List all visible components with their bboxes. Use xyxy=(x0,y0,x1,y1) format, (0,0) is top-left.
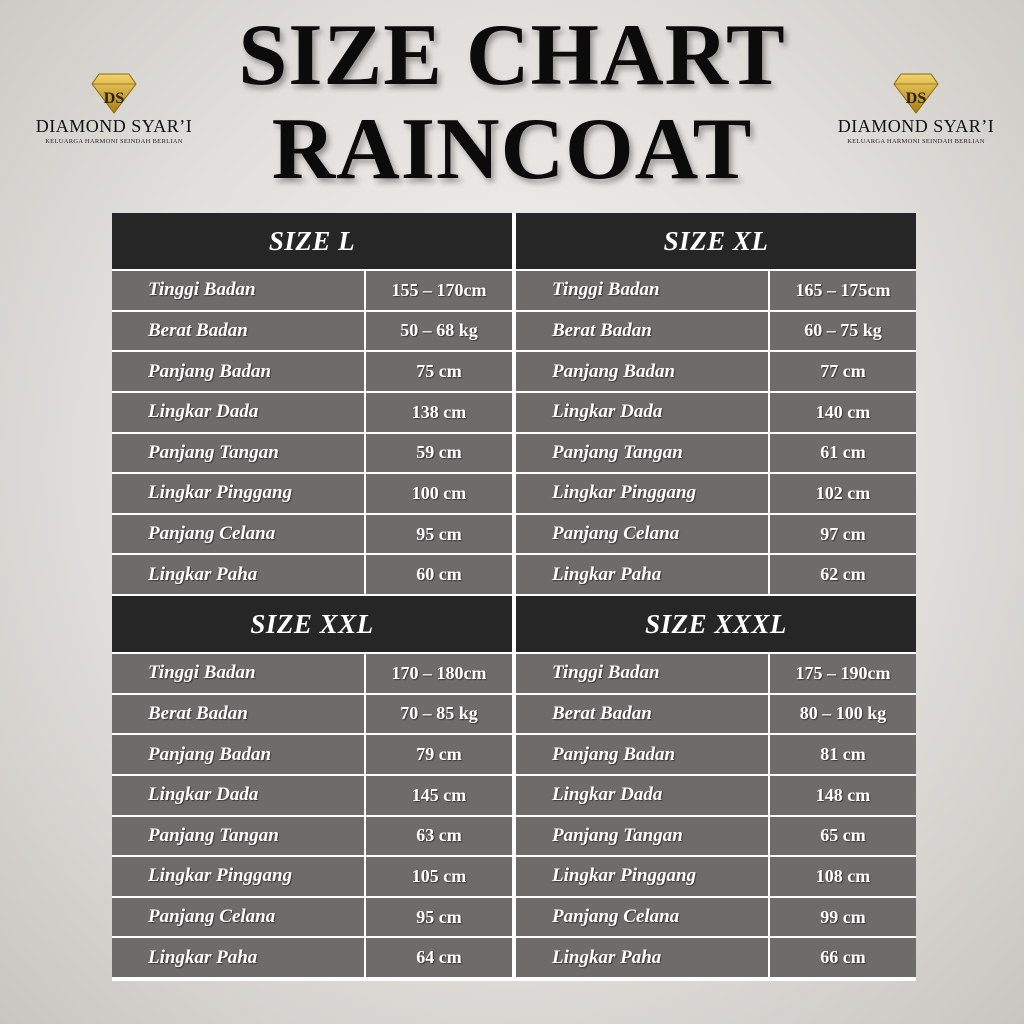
measurement-label: Tinggi Badan xyxy=(516,654,768,693)
page-title-line-2: RAINCOAT xyxy=(271,101,753,198)
table-row xyxy=(516,938,916,977)
table-row xyxy=(112,474,512,513)
table-row xyxy=(112,271,512,310)
table-row xyxy=(112,352,512,391)
size-panel-title: SIZE XXL xyxy=(112,596,512,652)
measurement-value: 66 cm xyxy=(770,938,916,977)
measurement-label: Panjang Badan xyxy=(112,352,364,391)
brand-logo-left xyxy=(24,70,204,145)
measurement-label: Lingkar Pinggang xyxy=(516,857,768,896)
measurement-value: 165 – 175cm xyxy=(770,271,916,310)
measurement-label: Lingkar Dada xyxy=(112,393,364,432)
measurement-label: Lingkar Paha xyxy=(516,555,768,594)
measurement-value: 138 cm xyxy=(366,393,512,432)
table-row xyxy=(516,898,916,937)
measurement-label: Lingkar Pinggang xyxy=(516,474,768,513)
measurement-value: 80 – 100 kg xyxy=(770,695,916,734)
measurement-label: Lingkar Dada xyxy=(516,776,768,815)
size-rows xyxy=(112,271,512,594)
measurement-value: 105 cm xyxy=(366,857,512,896)
table-row xyxy=(516,654,916,693)
size-panel xyxy=(112,596,512,977)
table-row xyxy=(112,555,512,594)
measurement-label: Panjang Badan xyxy=(516,352,768,391)
measurement-value: 95 cm xyxy=(366,898,512,937)
measurement-value: 95 cm xyxy=(366,515,512,554)
measurement-value: 170 – 180cm xyxy=(366,654,512,693)
measurement-value: 100 cm xyxy=(366,474,512,513)
measurement-value: 97 cm xyxy=(770,515,916,554)
table-row xyxy=(516,817,916,856)
size-chart-grid xyxy=(112,213,916,981)
size-panel xyxy=(112,213,512,594)
table-row xyxy=(516,695,916,734)
monogram-text: DS xyxy=(905,90,927,107)
measurement-value: 61 cm xyxy=(770,434,916,473)
table-row xyxy=(516,776,916,815)
brand-name: DIAMOND SYAR’I xyxy=(837,116,995,136)
measurement-value: 63 cm xyxy=(366,817,512,856)
measurement-value: 99 cm xyxy=(770,898,916,937)
table-row xyxy=(516,515,916,554)
measurement-value: 81 cm xyxy=(770,735,916,774)
measurement-label: Panjang Tangan xyxy=(516,817,768,856)
page-title-line-1: SIZE CHART xyxy=(238,7,786,104)
table-row xyxy=(516,555,916,594)
brand-name: DIAMOND SYAR’I xyxy=(35,116,193,136)
measurement-value: 102 cm xyxy=(770,474,916,513)
measurement-label: Tinggi Badan xyxy=(112,654,364,693)
measurement-label: Panjang Celana xyxy=(516,898,768,937)
brand-logo-right xyxy=(826,70,1006,145)
size-panel-title: SIZE L xyxy=(112,213,512,269)
size-panel xyxy=(516,213,916,594)
measurement-value: 70 – 85 kg xyxy=(366,695,512,734)
table-row xyxy=(112,776,512,815)
table-row xyxy=(112,857,512,896)
table-row xyxy=(112,735,512,774)
measurement-label: Lingkar Paha xyxy=(516,938,768,977)
diamond-icon xyxy=(91,70,137,114)
measurement-label: Tinggi Badan xyxy=(112,271,364,310)
table-row xyxy=(112,393,512,432)
measurement-label: Berat Badan xyxy=(112,312,364,351)
measurement-value: 60 cm xyxy=(366,555,512,594)
table-row xyxy=(112,695,512,734)
measurement-value: 145 cm xyxy=(366,776,512,815)
table-row xyxy=(516,352,916,391)
size-panel-title: SIZE XL xyxy=(516,213,916,269)
diamond-icon xyxy=(893,70,939,114)
table-row xyxy=(112,654,512,693)
table-row xyxy=(112,312,512,351)
table-row xyxy=(516,474,916,513)
measurement-value: 77 cm xyxy=(770,352,916,391)
measurement-label: Lingkar Pinggang xyxy=(112,474,364,513)
size-panel xyxy=(516,596,916,977)
table-row xyxy=(516,857,916,896)
measurement-label: Berat Badan xyxy=(112,695,364,734)
measurement-value: 140 cm xyxy=(770,393,916,432)
measurement-value: 155 – 170cm xyxy=(366,271,512,310)
size-panel-title: SIZE XXXL xyxy=(516,596,916,652)
measurement-label: Panjang Celana xyxy=(516,515,768,554)
measurement-label: Lingkar Pinggang xyxy=(112,857,364,896)
measurement-label: Panjang Badan xyxy=(112,735,364,774)
measurement-value: 75 cm xyxy=(366,352,512,391)
measurement-value: 108 cm xyxy=(770,857,916,896)
table-row xyxy=(112,898,512,937)
measurement-value: 148 cm xyxy=(770,776,916,815)
measurement-label: Panjang Tangan xyxy=(112,817,364,856)
table-row xyxy=(112,817,512,856)
measurement-label: Lingkar Paha xyxy=(112,938,364,977)
measurement-label: Berat Badan xyxy=(516,695,768,734)
table-row xyxy=(516,735,916,774)
table-row xyxy=(516,434,916,473)
measurement-value: 79 cm xyxy=(366,735,512,774)
measurement-label: Panjang Celana xyxy=(112,515,364,554)
measurement-value: 175 – 190cm xyxy=(770,654,916,693)
measurement-label: Panjang Celana xyxy=(112,898,364,937)
measurement-value: 59 cm xyxy=(366,434,512,473)
measurement-label: Panjang Badan xyxy=(516,735,768,774)
table-row xyxy=(516,393,916,432)
size-rows xyxy=(516,271,916,594)
size-rows xyxy=(112,654,512,977)
measurement-value: 62 cm xyxy=(770,555,916,594)
measurement-label: Panjang Tangan xyxy=(112,434,364,473)
measurement-label: Lingkar Dada xyxy=(516,393,768,432)
measurement-value: 64 cm xyxy=(366,938,512,977)
table-row xyxy=(112,434,512,473)
measurement-label: Lingkar Dada xyxy=(112,776,364,815)
brand-tagline: KELUARGA HARMONI SEINDAH BERLIAN xyxy=(45,138,183,145)
size-rows xyxy=(516,654,916,977)
measurement-value: 50 – 68 kg xyxy=(366,312,512,351)
table-row xyxy=(516,312,916,351)
table-row xyxy=(112,515,512,554)
measurement-value: 60 – 75 kg xyxy=(770,312,916,351)
measurement-label: Lingkar Paha xyxy=(112,555,364,594)
brand-tagline: KELUARGA HARMONI SEINDAH BERLIAN xyxy=(847,138,985,145)
monogram-text: DS xyxy=(103,90,125,107)
measurement-label: Tinggi Badan xyxy=(516,271,768,310)
measurement-label: Berat Badan xyxy=(516,312,768,351)
measurement-label: Panjang Tangan xyxy=(516,434,768,473)
measurement-value: 65 cm xyxy=(770,817,916,856)
table-row xyxy=(112,938,512,977)
table-row xyxy=(516,271,916,310)
